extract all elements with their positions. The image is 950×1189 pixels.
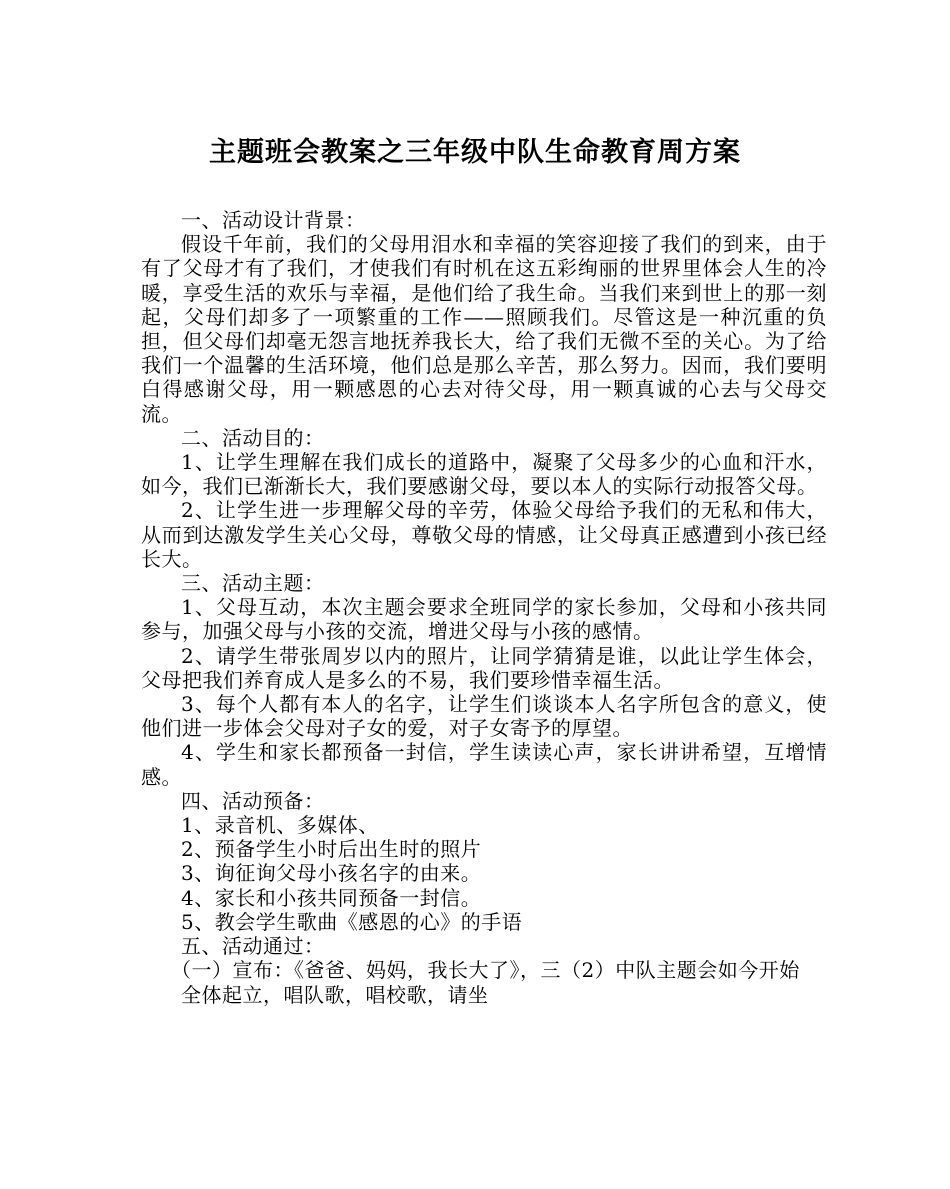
document-title: 主题班会教案之三年级中队生命教育周方案: [209, 137, 741, 168]
process-item-stand: 全体起立，唱队歌，唱校歌，请坐: [181, 982, 489, 1007]
theme-item-1: 1、父母互动，本次主题会要求全班同学的家长参加，父母和小孩共同参与，加强父母与小孩的交流，增进父母与小孩的感情。: [141, 595, 827, 644]
preparation-item-5: 5、教会学生歌曲《感恩的心》的手语: [181, 909, 523, 934]
process-item-announce: （一）宣布：《爸爸、妈妈，我长大了》，三（2）中队主题会如今开始: [171, 958, 800, 983]
section-heading-background: 一、活动设计背景：: [181, 208, 366, 232]
preparation-item-1: 1、录音机、多媒体、: [181, 813, 379, 838]
preparation-item-4: 4、家长和小孩共同预备一封信。: [181, 885, 482, 910]
section-heading-purpose: 二、活动目的：: [181, 425, 325, 450]
purpose-item-1: 1、让学生理解在我们成长的道路中，凝聚了父母多少的心血和汗水，如今，我们已渐渐长大，我们要感谢父母，要以本人的实际行动报答父母。: [141, 450, 827, 499]
theme-item-4: 4、学生和家长都预备一封信，学生读读心声，家长讲讲希望，互增情感。: [141, 740, 827, 789]
preparation-item-2: 2、预备学生小时后出生时的照片: [181, 837, 482, 862]
paragraph-background: 假设千年前，我们的父母用泪水和幸福的笑容迎接了我们的到来，由于有了父母才有了我们，才使我们有时机在这五彩绚丽的世界里体会人生的冷暖，享受生活的欢乐与幸福，是他们给了我生命。当我们来到世上的那一刻起，父母们却多了一项繁重的工作——照顾我们。尽管这是一种沉重的负担，但父母们却毫无怨言地抚养我长大，给了我们无微不至的关心。为了给我们一个温馨的生活环境，他们总是那么辛苦，那么努力。因而，我们要明白得感谢父母，用一颗感恩的心去对待父母，用一颗真诚的心去与父母交流。: [141, 232, 827, 426]
section-heading-process: 五、活动通过：: [181, 934, 325, 959]
purpose-item-2: 2、让学生进一步理解父母的辛劳，体验父母给予我们的无私和伟大，从而到达激发学生关心父母，尊敬父母的情感，让父母真正感遭到小孩已经长大。: [141, 498, 827, 571]
section-heading-theme: 三、活动主题：: [181, 571, 325, 596]
theme-item-3: 3、每个人都有本人的名字，让学生们谈谈本人名字所包含的意义，使他们进一步体会父母对子女的爱，对子女寄予的厚望。: [141, 692, 827, 741]
theme-item-2: 2、请学生带张周岁以内的照片，让同学猜猜是谁，以此让学生体会，父母把我们养育成人是多么的不易，我们要珍惜幸福生活。: [141, 643, 827, 692]
preparation-item-3: 3、询征询父母小孩名字的由来。: [181, 861, 482, 886]
document-body: [141, 208, 827, 1007]
section-heading-preparation: 四、活动预备：: [181, 788, 325, 813]
